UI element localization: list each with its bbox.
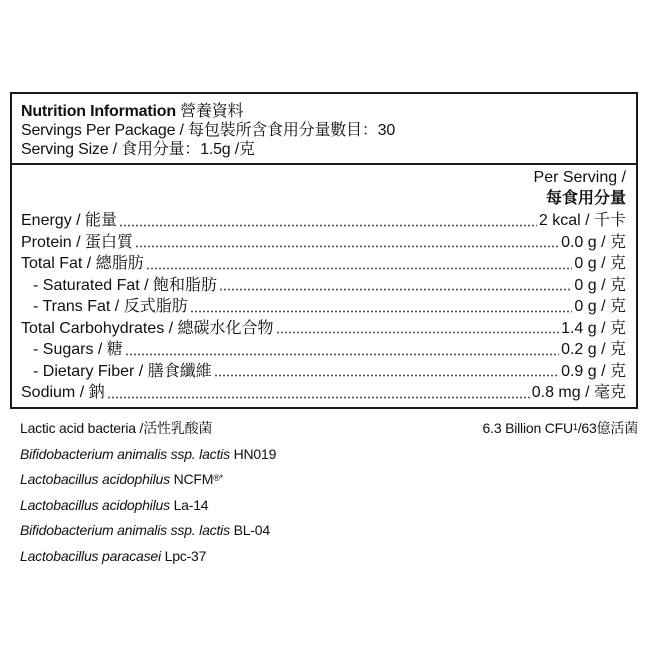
nutrient-label: - Sugars / 糖 — [33, 341, 123, 358]
dot-leader — [107, 387, 530, 399]
header-divider — [12, 163, 636, 165]
servings-per-package: Servings Per Package / 每包裝所含食用分量數目：30 — [21, 122, 396, 139]
trademark-mark: ®* — [213, 473, 223, 483]
nutrient-row — [21, 275, 626, 297]
column-header-zh: 每食用分量 — [545, 190, 626, 207]
nutrient-label: Total Fat / 總脂肪 — [21, 255, 144, 272]
nutrient-value: 2 kcal / 千卡 — [538, 212, 626, 229]
strain-item — [20, 444, 638, 470]
nutrient-value: 0.8 mg / 毫克 — [531, 384, 626, 401]
strain-species: Bifidobacterium animalis ssp. lactis — [20, 522, 230, 538]
title-zh: 營養資料 — [180, 103, 244, 120]
strain-code: BL-04 — [229, 522, 270, 538]
amount-suffix: /63億活菌 — [577, 420, 638, 436]
column-header-en: Per Serving / — [533, 169, 626, 186]
nutrient-value: 0.9 g / 克 — [561, 362, 626, 380]
strain-item — [20, 469, 638, 495]
dot-leader — [190, 301, 573, 313]
nutrient-label: - Dietary Fiber / 膳食纖維 — [33, 362, 212, 380]
nutrient-label: - Trans Fat / 反式脂肪 — [33, 298, 188, 315]
nutrient-row — [21, 253, 626, 275]
dot-leader — [125, 344, 559, 356]
strain-item — [20, 520, 638, 546]
strain-item — [20, 495, 638, 521]
probiotics-section — [20, 418, 638, 571]
nutrient-label: - Saturated Fat / 飽和脂肪 — [33, 276, 218, 294]
nutrient-label: Total Carbohydrates / 總碳水化合物 — [21, 319, 274, 337]
strain-species: Lactobacillus acidophilus — [20, 496, 170, 513]
strain-species: Lactobacillus paracasei — [20, 547, 161, 564]
probiotics-heading: Lactic acid bacteria /活性乳酸菌 — [20, 420, 213, 436]
nutrient-row — [21, 339, 626, 361]
probiotics-heading-row — [20, 418, 638, 444]
strain-code: La-14 — [169, 496, 209, 513]
strain-species: Bifidobacterium animalis ssp. lactis — [20, 445, 230, 462]
nutrient-value: 0.2 g / 克 — [561, 341, 626, 358]
nutrient-label: Protein / 蛋白質 — [21, 233, 134, 251]
dot-leader — [146, 258, 573, 270]
nutrient-row — [21, 232, 626, 254]
nutrient-row — [21, 361, 626, 383]
amount-superscript: 1 — [572, 422, 578, 432]
strain-code: HN019 — [229, 445, 277, 462]
serving-size: Serving Size / 食用分量：1.5g /克 — [21, 141, 255, 158]
nutrient-rows — [21, 210, 626, 404]
nutrient-value: 0 g / 克 — [574, 298, 626, 315]
strain-code: NCFM — [169, 471, 214, 487]
probiotics-amount — [483, 418, 638, 438]
dot-leader — [214, 365, 559, 377]
panel-title — [21, 102, 243, 122]
nutrient-row — [21, 318, 626, 340]
strain-code: Lpc-37 — [160, 547, 207, 564]
dot-leader — [135, 236, 559, 248]
nutrient-row — [21, 382, 626, 404]
nutrition-panel — [10, 92, 638, 409]
dot-leader — [219, 279, 572, 291]
nutrient-row — [21, 210, 626, 232]
title-en: Nutrition Information — [21, 103, 176, 120]
strain-item — [20, 546, 638, 572]
nutrient-value: 1.4 g / 克 — [561, 319, 626, 337]
amount-prefix: 6.3 Billion CFU — [482, 420, 573, 436]
nutrient-label: Energy / 能量 — [21, 212, 118, 229]
dot-leader — [276, 322, 560, 334]
nutrient-row — [21, 296, 626, 318]
nutrient-label: Sodium / 鈉 — [21, 384, 105, 401]
dot-leader — [119, 215, 537, 227]
nutrient-value: 0 g / 克 — [574, 255, 626, 272]
column-header — [534, 167, 626, 209]
nutrient-value: 0 g / 克 — [574, 276, 626, 294]
strain-species: Lactobacillus acidophilus — [20, 471, 170, 487]
strain-list — [20, 444, 638, 572]
nutrient-value: 0.0 g / 克 — [561, 233, 626, 251]
